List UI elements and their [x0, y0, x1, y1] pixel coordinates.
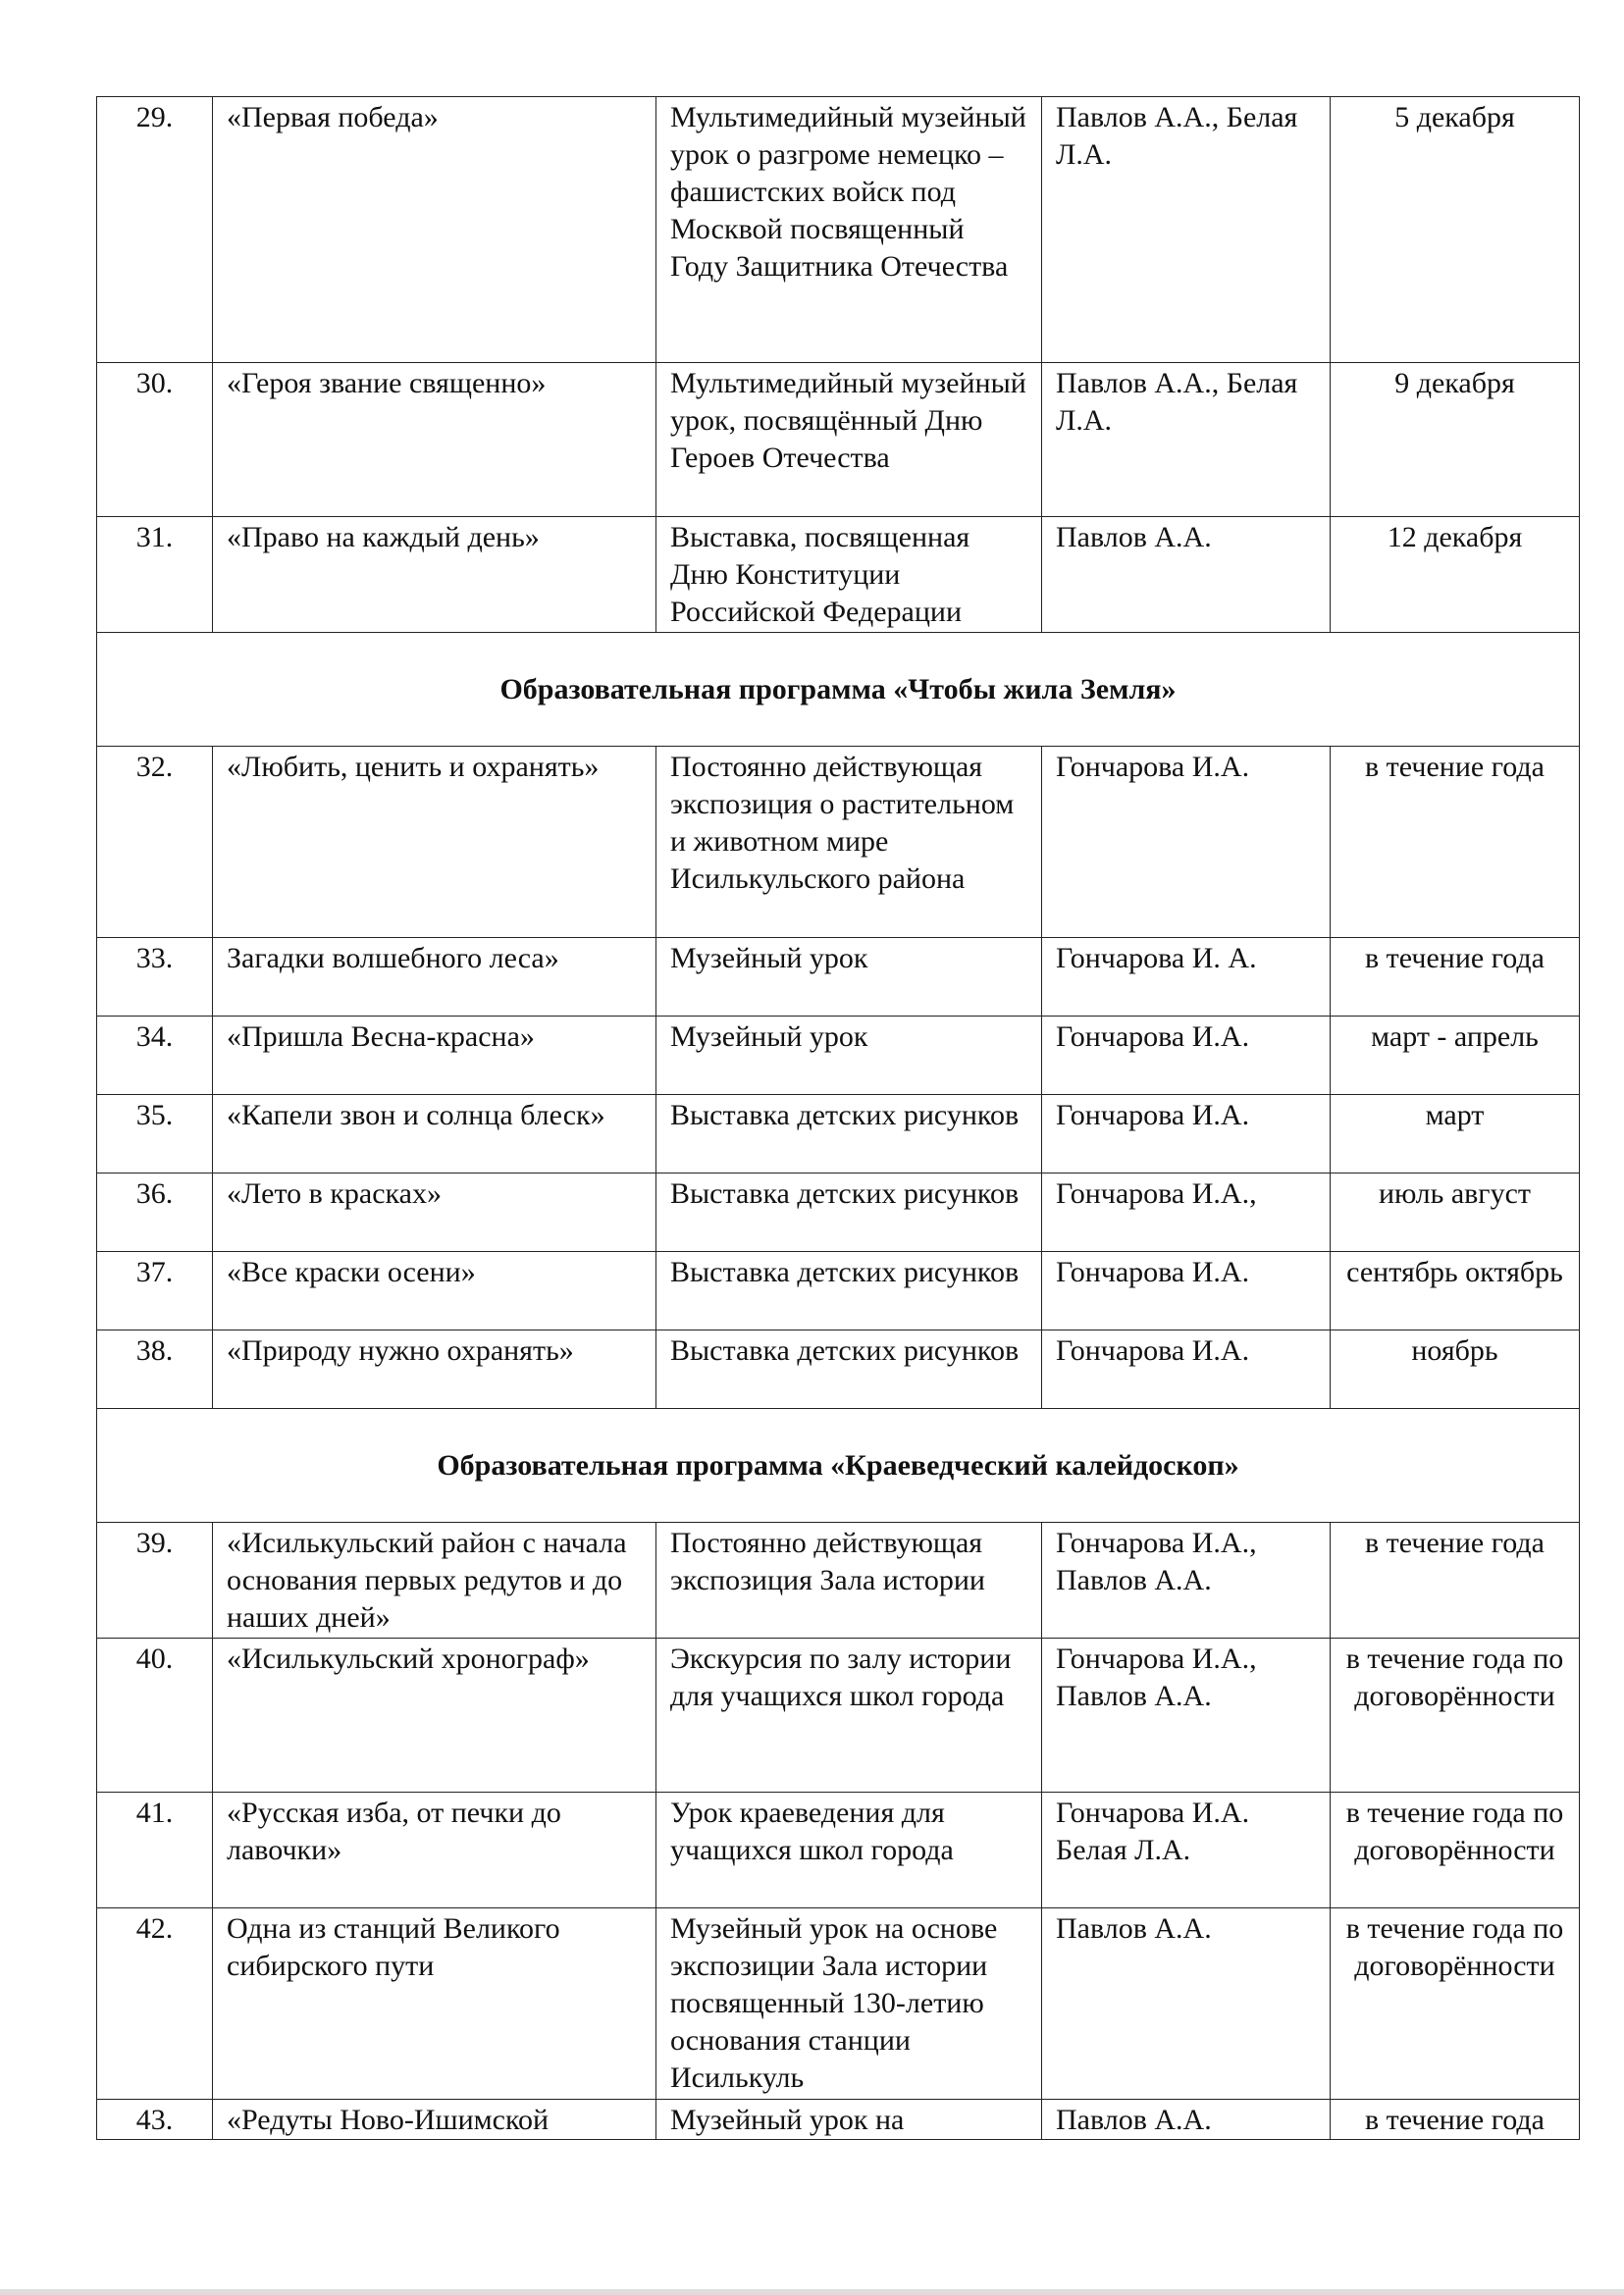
event-responsible: Павлов А.А.	[1042, 1908, 1331, 2100]
table-row	[97, 1639, 1580, 1793]
table-row	[97, 938, 1580, 1017]
table-row	[97, 363, 1580, 517]
event-date: в течение года по договорённости	[1331, 1793, 1580, 1908]
event-title: «Редуты Ново-Ишимской	[213, 2100, 656, 2140]
event-responsible: Гончарова И.А., Павлов А.А.	[1042, 1639, 1331, 1793]
event-date: в течение года	[1331, 747, 1580, 938]
event-date: в течение года	[1331, 1523, 1580, 1639]
event-responsible: Павлов А.А., Белая Л.А.	[1042, 97, 1331, 363]
row-number: 40.	[97, 1639, 213, 1793]
event-title: «Первая победа»	[213, 97, 656, 363]
event-description: Выставка детских рисунков	[656, 1252, 1042, 1330]
row-number: 36.	[97, 1174, 213, 1252]
table-row	[97, 1330, 1580, 1409]
table-row	[97, 97, 1580, 363]
event-title: «Пришла Весна-красна»	[213, 1017, 656, 1095]
events-plan-table	[96, 96, 1580, 2140]
event-description: Постоянно действующая экспозиция о растительном и животном мире Исилькульского района	[656, 747, 1042, 938]
event-date: 12 декабря	[1331, 517, 1580, 633]
row-number: 31.	[97, 517, 213, 633]
event-responsible: Павлов А.А.	[1042, 2100, 1331, 2140]
event-date: в течение года по договорённости	[1331, 1639, 1580, 1793]
event-date: в течение года по договорённости	[1331, 1908, 1580, 2100]
table-row	[97, 1523, 1580, 1639]
page-bottom-edge	[0, 2289, 1624, 2295]
event-responsible: Гончарова И. А.	[1042, 938, 1331, 1017]
section-title: Образовательная программа «Краеведческий калейдоскоп»	[97, 1409, 1580, 1523]
event-title: «Любить, ценить и охранять»	[213, 747, 656, 938]
row-number: 34.	[97, 1017, 213, 1095]
row-number: 29.	[97, 97, 213, 363]
event-responsible: Гончарова И.А., Павлов А.А.	[1042, 1523, 1331, 1639]
event-date: в течение года	[1331, 2100, 1580, 2140]
event-title: Одна из станций Великого сибирского пути	[213, 1908, 656, 2100]
event-description: Музейный урок на	[656, 2100, 1042, 2140]
event-date: сентябрь октябрь	[1331, 1252, 1580, 1330]
event-description: Постоянно действующая экспозиция Зала истории	[656, 1523, 1042, 1639]
event-title: «Лето в красках»	[213, 1174, 656, 1252]
table-row	[97, 1908, 1580, 2100]
event-title: «Героя звание священно»	[213, 363, 656, 517]
row-number: 42.	[97, 1908, 213, 2100]
event-title: «Природу нужно охранять»	[213, 1330, 656, 1409]
event-description: Мультимедийный музейный урок, посвящённый Дню Героев Отечества	[656, 363, 1042, 517]
table-row	[97, 2100, 1580, 2140]
event-date: март	[1331, 1095, 1580, 1174]
event-title: «Исилькульский район с начала основания первых редутов и до наших дней»	[213, 1523, 656, 1639]
event-date: 5 декабря	[1331, 97, 1580, 363]
row-number: 39.	[97, 1523, 213, 1639]
event-responsible: Павлов А.А., Белая Л.А.	[1042, 363, 1331, 517]
event-responsible: Гончарова И.А. Белая Л.А.	[1042, 1793, 1331, 1908]
event-description: Выставка, посвященная Дню Конституции Российской Федерации	[656, 517, 1042, 633]
event-description: Экскурсия по залу истории для учащихся школ города	[656, 1639, 1042, 1793]
table-row	[97, 1252, 1580, 1330]
event-date: июль август	[1331, 1174, 1580, 1252]
row-number: 38.	[97, 1330, 213, 1409]
event-date: 9 декабря	[1331, 363, 1580, 517]
event-title: Загадки волшебного леса»	[213, 938, 656, 1017]
section-title: Образовательная программа «Чтобы жила Земля»	[97, 633, 1580, 747]
event-description: Урок краеведения для учащихся школ города	[656, 1793, 1042, 1908]
event-responsible: Гончарова И.А.	[1042, 1095, 1331, 1174]
event-description: Музейный урок	[656, 1017, 1042, 1095]
row-number: 32.	[97, 747, 213, 938]
event-responsible: Гончарова И.А.	[1042, 1330, 1331, 1409]
event-responsible: Гончарова И.А.	[1042, 1252, 1331, 1330]
table-row	[97, 747, 1580, 938]
section-header-row	[97, 633, 1580, 747]
event-description: Музейный урок на основе экспозиции Зала истории посвященный 130-летию основания станции Исилькуль	[656, 1908, 1042, 2100]
event-date: ноябрь	[1331, 1330, 1580, 1409]
event-responsible: Гончарова И.А.,	[1042, 1174, 1331, 1252]
row-number: 43.	[97, 2100, 213, 2140]
event-description: Выставка детских рисунков	[656, 1330, 1042, 1409]
table-row	[97, 517, 1580, 633]
event-title: «Русская изба, от печки до лавочки»	[213, 1793, 656, 1908]
row-number: 33.	[97, 938, 213, 1017]
event-responsible: Гончарова И.А.	[1042, 747, 1331, 938]
table-row	[97, 1174, 1580, 1252]
event-description: Выставка детских рисунков	[656, 1095, 1042, 1174]
event-title: «Капели звон и солнца блеск»	[213, 1095, 656, 1174]
table-row	[97, 1095, 1580, 1174]
table-row	[97, 1017, 1580, 1095]
event-description: Выставка детских рисунков	[656, 1174, 1042, 1252]
event-description: Мультимедийный музейный урок о разгроме немецко – фашистских войск под Москвой посвященный Году Защитника Отечества	[656, 97, 1042, 363]
row-number: 30.	[97, 363, 213, 517]
event-date: март - апрель	[1331, 1017, 1580, 1095]
event-title: «Все краски осени»	[213, 1252, 656, 1330]
event-responsible: Павлов А.А.	[1042, 517, 1331, 633]
event-responsible: Гончарова И.А.	[1042, 1017, 1331, 1095]
row-number: 35.	[97, 1095, 213, 1174]
table-row	[97, 1793, 1580, 1908]
event-description: Музейный урок	[656, 938, 1042, 1017]
section-header-row	[97, 1409, 1580, 1523]
row-number: 41.	[97, 1793, 213, 1908]
event-date: в течение года	[1331, 938, 1580, 1017]
row-number: 37.	[97, 1252, 213, 1330]
event-title: «Право на каждый день»	[213, 517, 656, 633]
event-title: «Исилькульский хронограф»	[213, 1639, 656, 1793]
